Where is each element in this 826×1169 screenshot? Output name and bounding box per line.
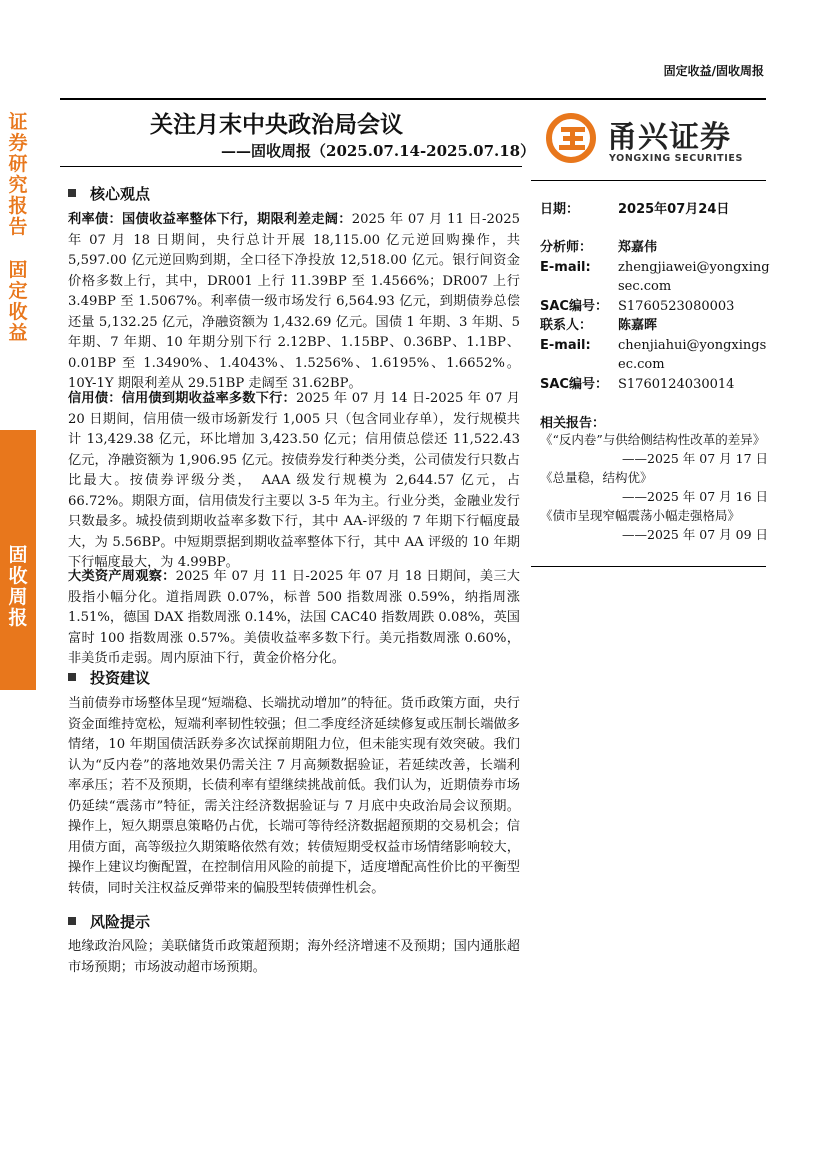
paragraph-rate-bonds bbox=[68, 210, 520, 395]
analyst-name: 郑嘉伟 bbox=[618, 240, 658, 255]
side-label-research: 证券研究报告 bbox=[8, 111, 28, 238]
related-reports-title: 相关报告： bbox=[540, 416, 606, 431]
paragraph-macro-assets bbox=[68, 567, 520, 670]
related-reports-list bbox=[540, 430, 768, 544]
analyst-email-label: E-mail: bbox=[540, 259, 591, 275]
bullet-square-icon bbox=[68, 673, 76, 681]
info-date-row bbox=[540, 200, 770, 220]
related-report-date: ——2025 年 07 月 09 日 bbox=[622, 527, 768, 542]
side-label-top bbox=[0, 100, 36, 400]
contact-sac: S1760124030014 bbox=[618, 376, 735, 392]
top-divider bbox=[60, 98, 766, 100]
related-report-item[interactable] bbox=[540, 506, 768, 544]
related-report-name: 《“反内卷”与供给侧结构性改革的差异》 bbox=[540, 432, 766, 447]
paragraph-credit-bonds bbox=[68, 389, 520, 574]
logo-english-name: YONGXING SECURITIES bbox=[609, 153, 743, 164]
analyst-label: 分析师： bbox=[540, 240, 593, 255]
side-label-weekly: 固收周报 bbox=[8, 544, 28, 629]
analyst-sac-label: SAC编号： bbox=[540, 298, 608, 314]
macro-assets-text: 2025 年 07 月 11 日-2025 年 07 月 18 日期间，美三大股指小幅分化。道指周跌 0.07%，标普 500 指数周涨 0.59%，纳指周涨 1.51%，德国 DAX 指数周涨 0.14%，法国 CAC40 指数周跌 0.08%，英国富时 100 指数周涨 0.57%。美债收益率多数下行。美元指数周涨 0.60%，非美货币走弱。周内原油下行，黄金价格分化。 bbox=[68, 569, 520, 666]
section-title-risk: 风险提示 bbox=[90, 913, 151, 931]
section-title-invest: 投资建议 bbox=[90, 669, 151, 687]
analyst-email[interactable]: zhengjiawei@yongxingsec.com bbox=[618, 259, 770, 294]
info-analyst-block bbox=[540, 238, 770, 394]
credit-bonds-label: 信用债：信用债到期收益率多数下行： bbox=[68, 391, 296, 406]
macro-assets-label: 大类资产周观察： bbox=[68, 569, 176, 584]
related-report-date: ——2025 年 07 月 17 日 bbox=[622, 451, 768, 466]
related-report-name: 《总量稳，结构优》 bbox=[540, 470, 653, 485]
logo-mark-icon bbox=[545, 112, 597, 164]
rate-bonds-label: 利率债：国债收益率整体下行，期限利差走阔： bbox=[68, 212, 352, 227]
credit-bonds-text: 2025 年 07 月 14 日-2025 年 07 月 20 日期间，信用债一级市场新发行 1,005 只（包含同业存单），发行规模共计 13,429.38 亿元，环比增加 3,423.50 亿元；信用债总偿还 11,522.43 亿元，净融资额为 1,906.95 亿元。按债券发行种类分类，公司债发行只数占比最大。按债券评级分类， AAA 级发行规模为 2,644.57 亿元，占 66.72%。期限方面，信用债发行主要以 3-5 年为主。行业分类，金融业发行只数最多。城投债到期收益率多数下行，其中 AA-评级的 7 年期下行幅度最大，为 5.56BP。中短期票据到期收益率整体下行，其中 AA 评级的 10 年期下行幅度最大，为 4.99BP。 bbox=[68, 391, 520, 570]
contact-name: 陈嘉晖 bbox=[618, 318, 658, 333]
related-report-item[interactable] bbox=[540, 430, 768, 468]
report-category-tag: 固定收益/固收周报 bbox=[663, 64, 764, 78]
logo-chinese-name: 甬兴证券 bbox=[607, 120, 731, 155]
contact-label: 联系人： bbox=[540, 318, 593, 333]
related-report-item[interactable] bbox=[540, 468, 768, 506]
side-label-fixed-income: 固定收益 bbox=[8, 259, 28, 344]
section-title-core: 核心观点 bbox=[90, 185, 151, 203]
analyst-sac: S1760523080003 bbox=[618, 298, 735, 314]
title-divider bbox=[60, 166, 522, 167]
bullet-square-icon bbox=[68, 917, 76, 925]
side-label-bottom bbox=[0, 430, 36, 690]
paragraph-risk: 地缘政治风险；美联储货币政策超预期；海外经济增速不及预期；国内通胀超市场预期；市场波动超市场预期。 bbox=[68, 939, 520, 975]
contact-email[interactable]: chenjiahui@yongxingsec.com bbox=[618, 337, 767, 372]
info-divider bbox=[531, 180, 766, 181]
related-divider bbox=[531, 566, 766, 567]
date-label: 日期： bbox=[540, 202, 580, 217]
contact-email-label: E-mail: bbox=[540, 337, 591, 353]
report-subtitle: ——固收周报（2025.07.14-2025.07.18） bbox=[221, 142, 536, 160]
report-title: 关注月末中央政治局会议 bbox=[150, 112, 403, 138]
bullet-square-icon bbox=[68, 189, 76, 197]
contact-sac-label: SAC编号： bbox=[540, 376, 608, 392]
company-logo bbox=[545, 110, 760, 168]
related-report-name: 《债市呈现窄幅震荡小幅走强格局》 bbox=[540, 508, 741, 523]
related-report-date: ——2025 年 07 月 16 日 bbox=[622, 489, 768, 504]
paragraph-investment-advice: 当前债券市场整体呈现“短端稳、长端扰动增加”的特征。货币政策方面，央行资金面维持宽松，短端利率韧性较强；但二季度经济延续修复或压制长端做多情绪，10 年期国债活跃券多次试探前期阻力位，但未能实现有效突破。我们认为“反内卷”的落地效果仍需关注 7 月高频数据验证，若延续改善，长端利率承压；若不及预期，长债利率有望继续挑战前低。我们认为，近期债券市场仍延续“震荡市”特征，需关注经济数据验证与 7 月底中央政治局会议预期。操作上，短久期票息策略仍占优，长端可等待经济数据超预期的交易机会；信用债方面，高等级拉久期策略依然有效；转债短期受权益市场情绪影响较大，操作上建议均衡配置，在控制信用风险的前提下，适度增配高性价比的平衡型转债，同时关注权益反弹带来的偏股型转债弹性机会。 bbox=[68, 696, 520, 896]
section-heading-core bbox=[68, 183, 150, 204]
rate-bonds-text: 2025 年 07 月 11 日-2025 年 07 月 18 日期间，央行总计开展 18,115.00 亿元逆回购操作，共 5,597.00 亿元逆回购到期，全口径下净投放 12,518.00 亿元。银行间资金价格多数上行，其中，DR001 上行 11.39BP 至 1.4566%；DR007 上行 3.49BP 至 1.5067%。利率债一级市场发行 6,564.93 亿元，到期债券总偿还量 5,132.25 亿元，净融资额为 1,432.69 亿元。国债 1 年期、3 年期、5 年期、7 年期、10 年期分别下行 2.12BP、1.15BP、0.36BP、1.1BP、0.01BP 至 1.3490%、1.4043%、1.5256%、1.6195%、1.6652%。10Y-1Y 期限利差从 29.51BP 走阔至 31.62BP。 bbox=[68, 212, 521, 391]
section-heading-invest bbox=[68, 667, 150, 688]
section-heading-risk bbox=[68, 911, 150, 932]
date-value: 2025年07月24日 bbox=[618, 202, 730, 217]
